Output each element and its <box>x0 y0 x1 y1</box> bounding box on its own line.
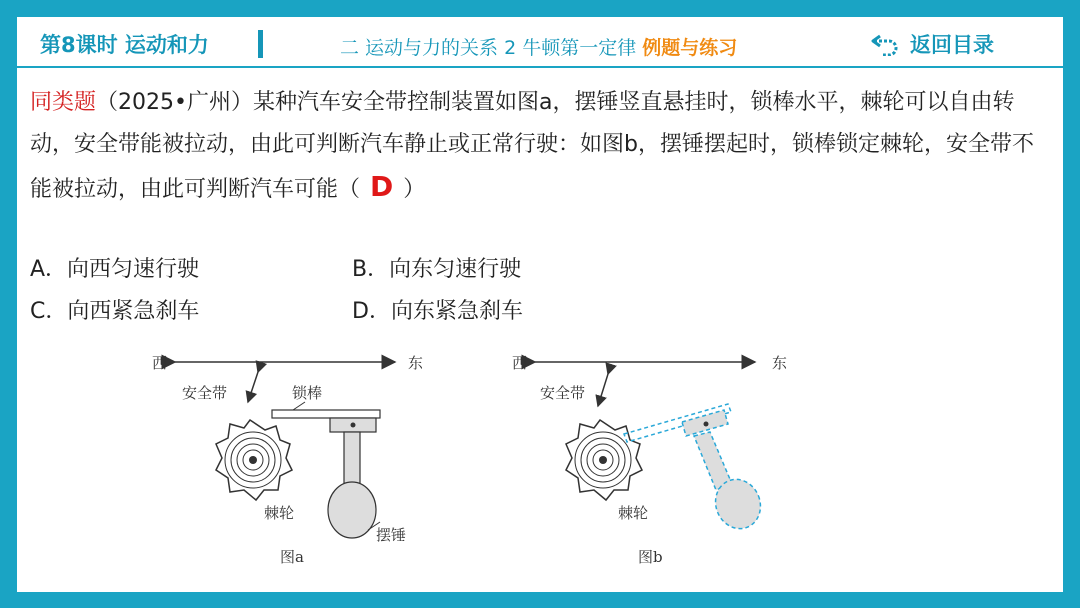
figure-a <box>152 354 423 566</box>
section-highlight: 例题与练习 <box>642 37 738 59</box>
figure <box>140 340 820 580</box>
west-label-b: 西 <box>512 354 528 372</box>
question-tag: 同类题 <box>30 90 97 115</box>
option-c: C．向西紧急刹车 <box>30 299 200 324</box>
ratchet-b <box>566 420 642 500</box>
ratchet-label-a: 棘轮 <box>264 504 295 522</box>
ratchet-a <box>216 420 292 500</box>
undo-arrow-icon <box>870 32 900 56</box>
belt-label-a: 安全带 <box>182 384 228 402</box>
lock-rod-a <box>272 410 380 418</box>
question-stem-end: ） <box>403 177 426 202</box>
east-label-a: 东 <box>408 354 424 372</box>
answer: D <box>370 170 394 203</box>
west-label-a: 西 <box>152 354 168 372</box>
belt-arrow-b <box>598 374 608 406</box>
rod-label-a: 锁棒 <box>292 384 323 402</box>
option-d: D．向东紧急刹车 <box>352 299 523 324</box>
caption-a: 图a <box>280 548 304 566</box>
belt-arrow-a <box>248 372 258 402</box>
pendulum-label-a: 摆锤 <box>376 526 407 544</box>
question-stem: （2025•广州）某种汽车安全带控制装置如图a，摆锤竖直悬挂时，锁棒水平，棘轮可以自由转动，安全带能被拉动，由此可判断汽车静止或正常行驶：如图b，摆锤摆起时，锁棒锁定棘轮，安全带不能被拉动，由此可判断汽车可能（ <box>30 90 1034 202</box>
back-label: 返回目录 <box>910 33 994 57</box>
ratchet-label-b: 棘轮 <box>618 504 649 522</box>
figure-b <box>512 354 787 566</box>
east-label-b: 东 <box>772 354 788 372</box>
section-main: 二 运动与力的关系 2 牛顿第一定律 <box>340 37 637 59</box>
section-title <box>340 33 737 60</box>
lesson-title: 第8课时 运动和力 <box>40 33 209 57</box>
back-to-contents-button[interactable] <box>870 29 994 59</box>
header-rule <box>17 66 1063 68</box>
header-divider <box>258 30 263 58</box>
option-a: A．向西匀速行驶 <box>30 257 200 282</box>
option-b: B．向东匀速行驶 <box>352 257 522 282</box>
belt-label-b: 安全带 <box>540 384 586 402</box>
question-text <box>30 82 1055 211</box>
pendulum-arm-a <box>344 432 360 484</box>
caption-b: 图b <box>638 548 663 566</box>
